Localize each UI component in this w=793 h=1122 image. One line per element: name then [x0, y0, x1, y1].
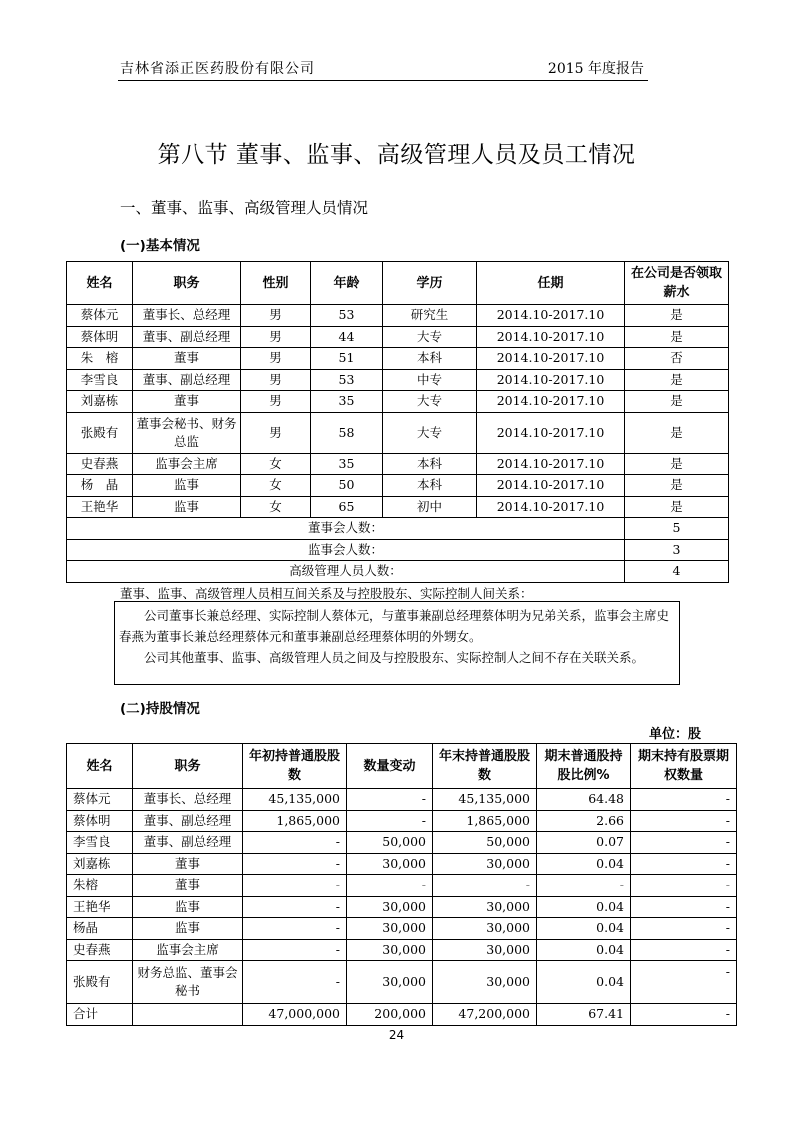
table-cell: 0.04	[537, 961, 631, 1004]
table-cell: 65	[311, 496, 383, 518]
table-cell: 蔡体明	[67, 326, 133, 348]
summary-row	[67, 518, 729, 540]
section-title: 第八节 董事、监事、高级管理人员及员工情况	[157, 142, 636, 168]
table-cell: 是	[625, 326, 729, 348]
table-cell: 女	[241, 453, 311, 475]
table-row	[67, 412, 729, 453]
table-cell: 董事、副总经理	[133, 810, 243, 832]
table-row	[67, 475, 729, 497]
table-row	[67, 875, 737, 897]
table-cell: 0.07	[537, 832, 631, 854]
table-cell: 64.48	[537, 789, 631, 811]
table-cell: 是	[625, 475, 729, 497]
table-cell: -	[631, 832, 737, 854]
table-header-row	[67, 262, 729, 305]
table-cell: -	[631, 853, 737, 875]
table-cell: 男	[241, 305, 311, 327]
table-cell: 2014.10-2017.10	[477, 326, 625, 348]
table-cell: 67.41	[537, 1004, 631, 1026]
table-cell: 30,000	[433, 939, 537, 961]
summary-label: 高级管理人员人数：	[67, 561, 625, 583]
table-cell: 朱榕	[67, 875, 133, 897]
table-cell: 男	[241, 348, 311, 370]
table-cell: 女	[241, 475, 311, 497]
table-cell: -	[631, 875, 737, 897]
table-cell: 监事	[133, 496, 241, 518]
page-header	[118, 56, 648, 81]
table-cell: 30,000	[433, 961, 537, 1004]
relations-box	[114, 601, 680, 685]
table-row	[67, 391, 729, 413]
table-cell: 30,000	[347, 918, 433, 940]
table-cell: 刘嘉栋	[67, 853, 133, 875]
table-cell: 30,000	[347, 853, 433, 875]
column-header: 期末普通股持股比例%	[537, 744, 631, 789]
table-cell: 是	[625, 391, 729, 413]
table-cell: 0.04	[537, 896, 631, 918]
table-cell: -	[243, 896, 347, 918]
table-cell: 本科	[383, 475, 477, 497]
table-cell: 财务总监、董事会秘书	[133, 961, 243, 1004]
table-cell: -	[243, 853, 347, 875]
table-cell: 44	[311, 326, 383, 348]
relations-intro: 董事、监事、高级管理人员相互间关系及与控股股东、实际控制人间关系：	[120, 586, 533, 601]
header-report: 2015 年度报告	[547, 61, 644, 77]
table-cell: 史春燕	[67, 939, 133, 961]
table-cell: 女	[241, 496, 311, 518]
summary-value: 3	[625, 539, 729, 561]
table-cell: 董事	[133, 853, 243, 875]
table-row	[67, 369, 729, 391]
table-cell: 合计	[67, 1004, 133, 1026]
table-cell: 监事	[133, 918, 243, 940]
table-cell: 30,000	[433, 896, 537, 918]
table-cell: 朱 榕	[67, 348, 133, 370]
table-cell: -	[631, 939, 737, 961]
table-cell: 中专	[383, 369, 477, 391]
table-cell: 是	[625, 369, 729, 391]
table-cell: 1,865,000	[243, 810, 347, 832]
table-cell: 男	[241, 369, 311, 391]
table-cell: -	[347, 789, 433, 811]
unit-label: 单位：股	[648, 727, 701, 742]
table-cell: 蔡体元	[67, 305, 133, 327]
table-cell: 35	[311, 391, 383, 413]
column-header: 职务	[133, 262, 241, 305]
table-cell: 45,135,000	[433, 789, 537, 811]
holdings-table	[66, 743, 737, 1026]
table-cell: 监事会主席	[133, 453, 241, 475]
table-row	[67, 832, 737, 854]
table-cell: -	[631, 918, 737, 940]
table-cell: 初中	[383, 496, 477, 518]
column-header: 期末持有股票期权数量	[631, 744, 737, 789]
summary-label: 董事会人数：	[67, 518, 625, 540]
table-cell: -	[631, 789, 737, 811]
table-cell: 2014.10-2017.10	[477, 475, 625, 497]
table-cell: 董事长、总经理	[133, 305, 241, 327]
column-header: 姓名	[67, 262, 133, 305]
table-cell: 否	[625, 348, 729, 370]
table-cell: 董事	[133, 875, 243, 897]
relations-paragraph: 公司其他董事、监事、高级管理人员之间及与控股股东、实际控制人之间不存在关联关系。	[144, 650, 645, 665]
table-cell: 刘嘉栋	[67, 391, 133, 413]
table-row	[67, 896, 737, 918]
summary-value: 4	[625, 561, 729, 583]
table-cell: 大专	[383, 391, 477, 413]
table-cell: 研究生	[383, 305, 477, 327]
table-cell: 0.04	[537, 939, 631, 961]
table-cell: 董事、副总经理	[133, 369, 241, 391]
table-cell: 董事	[133, 391, 241, 413]
basic-info-heading: (一)基本情况	[120, 238, 200, 254]
table-cell: 2014.10-2017.10	[477, 305, 625, 327]
total-row	[67, 1004, 737, 1026]
table-cell: -	[631, 961, 737, 1004]
column-header: 年初持普通股股数	[243, 744, 347, 789]
table-cell: 50,000	[433, 832, 537, 854]
table-cell: 47,200,000	[433, 1004, 537, 1026]
table-cell: 是	[625, 305, 729, 327]
table-cell: 2014.10-2017.10	[477, 496, 625, 518]
table-cell: 杨 晶	[67, 475, 133, 497]
table-cell: 蔡体元	[67, 789, 133, 811]
table-cell: 是	[625, 453, 729, 475]
table-cell: 本科	[383, 348, 477, 370]
table-cell: 51	[311, 348, 383, 370]
table-cell: -	[243, 832, 347, 854]
table-cell: 30,000	[433, 918, 537, 940]
table-cell: 30,000	[347, 939, 433, 961]
table-cell: 张殿有	[67, 412, 133, 453]
table-cell: -	[347, 810, 433, 832]
table-cell: 杨晶	[67, 918, 133, 940]
table-cell: 0.04	[537, 853, 631, 875]
table-cell: 董事	[133, 348, 241, 370]
basic-info-table	[66, 261, 729, 583]
summary-row	[67, 561, 729, 583]
table-cell: 董事、副总经理	[133, 832, 243, 854]
table-cell: -	[243, 961, 347, 1004]
column-header: 年龄	[311, 262, 383, 305]
table-cell: 大专	[383, 412, 477, 453]
table-cell: 30,000	[347, 961, 433, 1004]
table-row	[67, 496, 729, 518]
table-row	[67, 961, 737, 1004]
table-cell: 200,000	[347, 1004, 433, 1026]
table-cell: 1,865,000	[433, 810, 537, 832]
table-cell: -	[243, 939, 347, 961]
table-row	[67, 853, 737, 875]
table-cell: 2014.10-2017.10	[477, 369, 625, 391]
column-header: 职务	[133, 744, 243, 789]
table-cell: 监事会主席	[133, 939, 243, 961]
table-row	[67, 453, 729, 475]
table-cell	[133, 1004, 243, 1026]
table-cell: 53	[311, 305, 383, 327]
table-cell: 王艳华	[67, 896, 133, 918]
table-cell: -	[347, 875, 433, 897]
table-row	[67, 789, 737, 811]
table-cell: -	[631, 810, 737, 832]
column-header: 数量变动	[347, 744, 433, 789]
table-cell: -	[537, 875, 631, 897]
table-cell: 2.66	[537, 810, 631, 832]
summary-value: 5	[625, 518, 729, 540]
table-cell: 45,135,000	[243, 789, 347, 811]
column-header: 在公司是否领取薪水	[625, 262, 729, 305]
column-header: 年末持普通股股数	[433, 744, 537, 789]
table-cell: 50	[311, 475, 383, 497]
table-cell: 监事	[133, 896, 243, 918]
table-cell: 2014.10-2017.10	[477, 348, 625, 370]
table-cell: -	[433, 875, 537, 897]
table-cell: 本科	[383, 453, 477, 475]
summary-row	[67, 539, 729, 561]
table-cell: 30,000	[347, 896, 433, 918]
table-cell: 男	[241, 326, 311, 348]
table-cell: 2014.10-2017.10	[477, 453, 625, 475]
table-cell: 男	[241, 412, 311, 453]
table-cell: 蔡体明	[67, 810, 133, 832]
table-cell: 2014.10-2017.10	[477, 391, 625, 413]
header-company: 吉林省添正医药股份有限公司	[120, 61, 315, 77]
table-cell: -	[243, 918, 347, 940]
table-cell: 李雪良	[67, 369, 133, 391]
table-cell: 2014.10-2017.10	[477, 412, 625, 453]
table-cell: 50,000	[347, 832, 433, 854]
subsection-heading: 一、董事、监事、高级管理人员情况	[120, 199, 369, 217]
table-row	[67, 939, 737, 961]
summary-label: 监事会人数：	[67, 539, 625, 561]
table-row	[67, 305, 729, 327]
table-cell: -	[631, 896, 737, 918]
column-header: 学历	[383, 262, 477, 305]
table-cell: -	[243, 875, 347, 897]
column-header: 性别	[241, 262, 311, 305]
table-row	[67, 918, 737, 940]
table-cell: 监事	[133, 475, 241, 497]
table-cell: 大专	[383, 326, 477, 348]
table-cell: 董事、副总经理	[133, 326, 241, 348]
table-cell: 李雪良	[67, 832, 133, 854]
table-cell: 男	[241, 391, 311, 413]
table-row	[67, 326, 729, 348]
table-cell: -	[631, 1004, 737, 1026]
column-header: 任期	[477, 262, 625, 305]
table-cell: 35	[311, 453, 383, 475]
column-header: 姓名	[67, 744, 133, 789]
table-cell: 是	[625, 496, 729, 518]
table-cell: 53	[311, 369, 383, 391]
relations-paragraph: 公司董事长兼总经理、实际控制人蔡体元，与董事兼副总经理蔡体明为兄弟关系，监事会主席史春燕为董事长兼总经理蔡体元和董事兼副总经理蔡体明的外甥女。	[119, 608, 670, 644]
table-cell: 47,000,000	[243, 1004, 347, 1026]
table-cell: 58	[311, 412, 383, 453]
table-cell: 0.04	[537, 918, 631, 940]
holdings-heading: (二)持股情况	[120, 701, 200, 717]
table-cell: 董事长、总经理	[133, 789, 243, 811]
table-cell: 是	[625, 412, 729, 453]
table-cell: 30,000	[433, 853, 537, 875]
table-cell: 史春燕	[67, 453, 133, 475]
table-cell: 张殿有	[67, 961, 133, 1004]
table-cell: 董事会秘书、财务总监	[133, 412, 241, 453]
table-row	[67, 348, 729, 370]
page-number: 24	[388, 1028, 405, 1042]
table-header-row	[67, 744, 737, 789]
table-cell: 王艳华	[67, 496, 133, 518]
table-row	[67, 810, 737, 832]
